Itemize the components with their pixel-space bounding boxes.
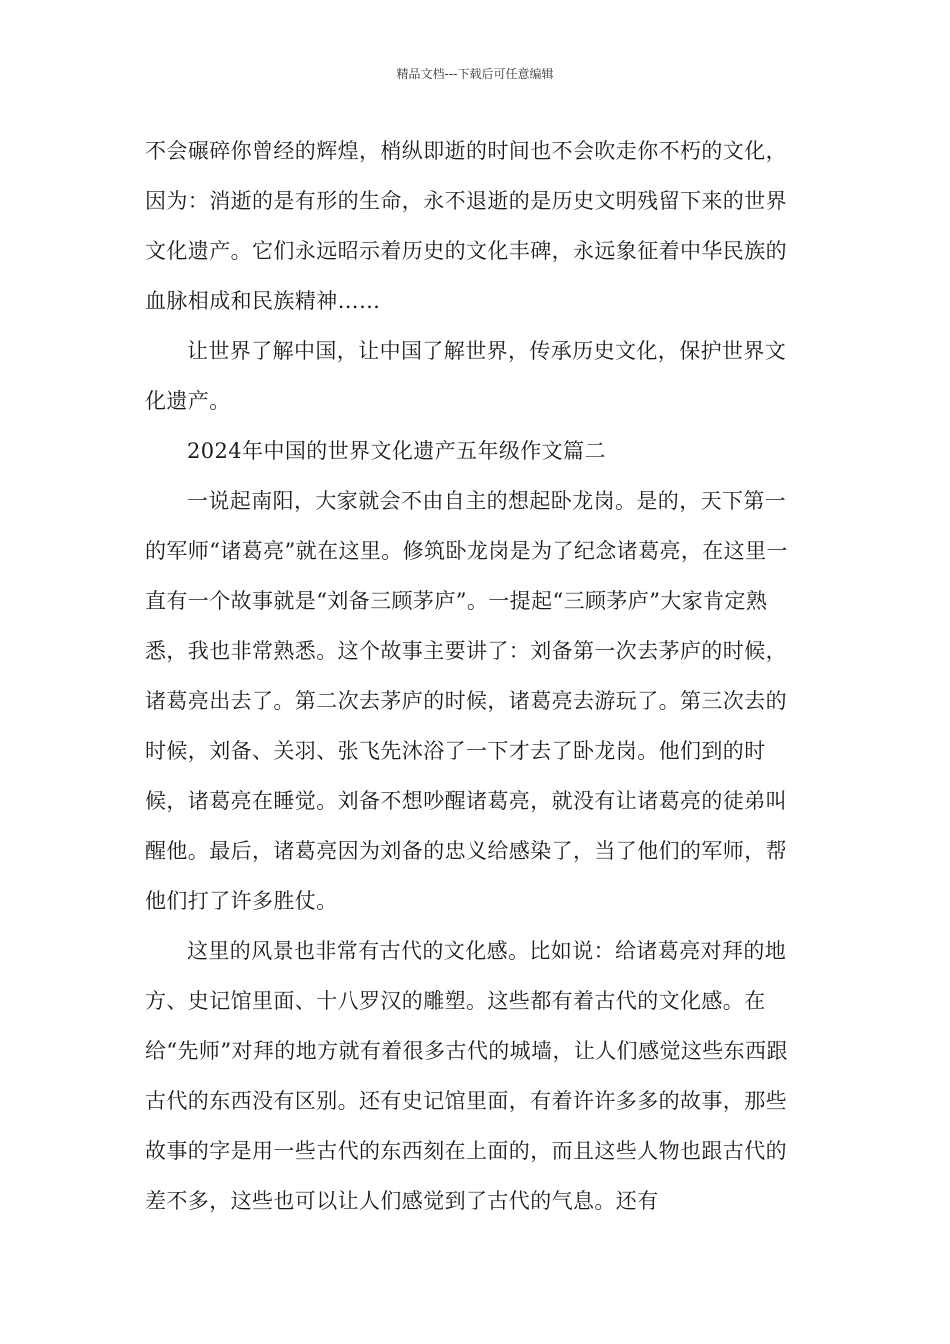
section-title: 2024年中国的世界文化遗产五年级作文篇二 bbox=[187, 439, 606, 463]
paragraph-4: 这里的风景也非常有古代的文化感。比如说：给诸葛亮对拜的地方、史记馆里面、十八罗汉的雕塑。这些都有着古代的文化感。在给“先师”对拜的地方就有着很多古代的城墙，让人们感觉这些东西跟古代的东西没有区别。还有史记馆里面，有着许许多多的故事，那些故事的字是用一些古代的东西刻在上面的，而且这些人物也跟古代的差不多，这些也可以让人们感觉到了古代的气息。还有 bbox=[145, 939, 788, 1213]
paragraph-2: 让世界了解中国，让中国了解世界，传承历史文化，保护世界文化遗产。 bbox=[145, 339, 787, 413]
page-header: 精品文档---下载后可任意编辑 bbox=[396, 67, 554, 81]
paragraph-1: 不会碾碎你曾经的辉煌，梢纵即逝的时间也不会吹走你不朽的文化，因为：消逝的是有形的生命，永不退逝的是历史文明残留下来的世界文化遗产。它们永远昭示着历史的文化丰碑，永远象征着中华民族的血脉相成和民族精神…… bbox=[145, 139, 787, 313]
document-body bbox=[145, 126, 807, 1226]
paragraph-3: 一说起南阳，大家就会不由自主的想起卧龙岗。是的，天下第一的军师“诸葛亮”就在这里。修筑卧龙岗是为了纪念诸葛亮，在这里一直有一个故事就是“刘备三顾茅庐”。一提起“三顾茅庐”大家肯定熟悉，我也非常熟悉。这个故事主要讲了：刘备第一次去茅庐的时候，诸葛亮出去了。第二次去茅庐的时候，诸葛亮去游玩了。第三次去的时候，刘备、关羽、张飞先沐浴了一下才去了卧龙岗。他们到的时候，诸葛亮在睡觉。刘备不想吵醒诸葛亮，就没有让诸葛亮的徒弟叫醒他。最后，诸葛亮因为刘备的忠义给感染了，当了他们的军师，帮他们打了许多胜仗。 bbox=[145, 489, 788, 913]
